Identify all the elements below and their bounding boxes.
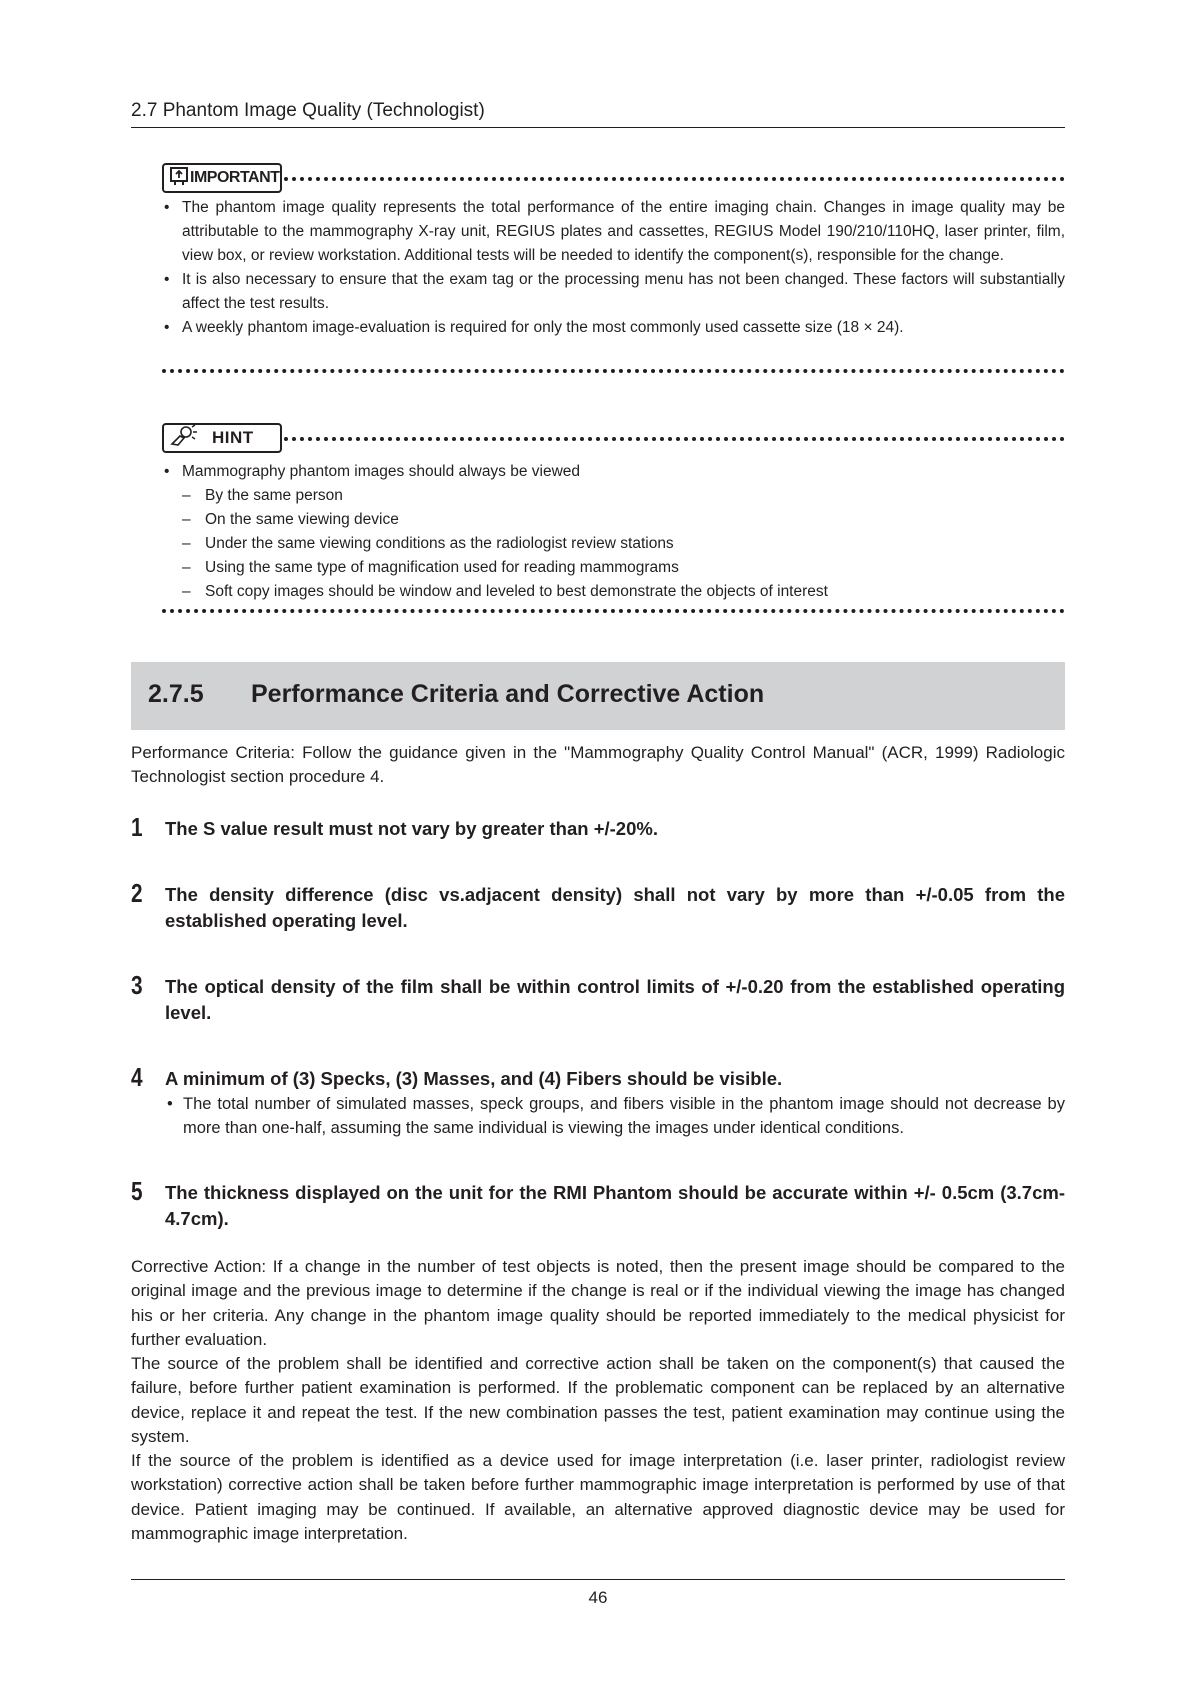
criterion-text: The optical density of the film shall be within control limits of +/-0.20 from the established operating level. xyxy=(165,976,1065,1023)
section-title: Performance Criteria and Corrective Action xyxy=(251,680,765,708)
page-header: 2.7 Phantom Image Quality (Technologist) xyxy=(131,100,485,121)
list-item: – On the same viewing device xyxy=(162,508,1065,532)
list-item: – By the same person xyxy=(162,484,1065,508)
section-number: 2.7.5 xyxy=(148,680,204,708)
criterion-number: 2 xyxy=(131,878,143,908)
corrective-action-paragraph: The source of the problem shall be identified and corrective action shall be taken on the component(s) that caused the failure, before further patient examination is performed. If the problematic component can be replaced by an alternative device, replace it and repeat the test. If the new combination passes the test, patient examination may continue using the system. xyxy=(131,1354,1065,1446)
hint-badge xyxy=(162,423,282,453)
hint-label: HINT xyxy=(212,428,254,447)
criterion-number: 5 xyxy=(131,1176,143,1206)
dotted-rule xyxy=(162,369,1065,373)
lightbulb-hand-icon xyxy=(168,424,198,453)
book-icon xyxy=(168,165,190,192)
criterion-number: 1 xyxy=(131,812,143,842)
performance-criteria-paragraph: Performance Criteria: Follow the guidance given in the "Mammography Quality Control Manual" (ACR, 1999) Radiologic Technologist section procedure 4. xyxy=(131,743,1065,787)
important-badge xyxy=(162,163,282,193)
criterion-text: The density difference (disc vs.adjacent density) shall not vary by more than +/-0.05 from the established operating level. xyxy=(165,884,1065,931)
criterion-text: The S value result must not vary by greater than +/-20%. xyxy=(165,818,658,839)
page-number: 46 xyxy=(588,1588,608,1607)
criterion-note xyxy=(165,1092,1065,1140)
list-item: • The total number of simulated masses, speck groups, and fibers visible in the phantom image should not decrease by more than one-half, assuming the same individual is viewing the images under identical conditions. xyxy=(165,1092,1065,1140)
section-heading xyxy=(131,662,1065,730)
hint-note-header xyxy=(162,423,1065,453)
criterion-text: The thickness displayed on the unit for the RMI Phantom should be accurate within +/- 0.5cm (3.7cm-4.7cm). xyxy=(165,1182,1065,1229)
important-note-body xyxy=(162,196,1065,340)
dotted-rule xyxy=(284,177,1065,181)
header-divider xyxy=(131,127,1065,128)
list-item: • It is also necessary to ensure that the exam tag or the processing menu has not been changed. These factors will substantially affect the test results. xyxy=(162,268,1065,316)
list-item: • The phantom image quality represents the total performance of the entire imaging chain. Changes in image quality may be attributable to the mammography X-ray unit, REGIUS plates and cassettes, REGIUS Model 190/210/110HQ, laser printer, film, view box, or review workstation. Additional tests will be needed to identify the component(s), responsible for the change. xyxy=(162,196,1065,268)
footer-divider xyxy=(131,1579,1065,1580)
list-item: – Soft copy images should be window and leveled to best demonstrate the objects of interest xyxy=(162,580,1065,604)
dotted-rule xyxy=(284,437,1065,441)
corrective-action-paragraph: If the source of the problem is identified as a device used for image interpretation (i.e. laser printer, radiologist review workstation) corrective action shall be taken before further mammographic image interpretation is performed by use of that device. Patient imaging may be continued. If available, an alternative approved diagnostic device may be used for mammographic image interpretation. xyxy=(131,1451,1065,1543)
criterion-number: 4 xyxy=(131,1062,143,1092)
criterion-text: A minimum of (3) Specks, (3) Masses, and (4) Fibers should be visible. xyxy=(165,1068,783,1089)
dotted-rule xyxy=(162,609,1065,613)
list-item: – Under the same viewing conditions as the radiologist review stations xyxy=(162,532,1065,556)
list-item: • A weekly phantom image-evaluation is required for only the most commonly used cassette size (18 × 24). xyxy=(162,316,1065,340)
criterion-number: 3 xyxy=(131,970,143,1000)
document-page xyxy=(131,0,1065,1684)
list-item: – Using the same type of magnification used for reading mammograms xyxy=(162,556,1065,580)
important-label: IMPORTANT xyxy=(190,169,280,186)
list-item: • Mammography phantom images should always be viewed xyxy=(162,460,1065,484)
important-note-header xyxy=(162,163,1065,193)
corrective-action-paragraph: Corrective Action: If a change in the number of test objects is noted, then the present image should be compared to the original image and the previous image to determine if the change is real or if the individual viewing the image has changed his or her criteria. Any change in the phantom image quality should be reported immediately to the medical physicist for further evaluation. xyxy=(131,1257,1065,1349)
hint-note-body xyxy=(162,460,1065,604)
